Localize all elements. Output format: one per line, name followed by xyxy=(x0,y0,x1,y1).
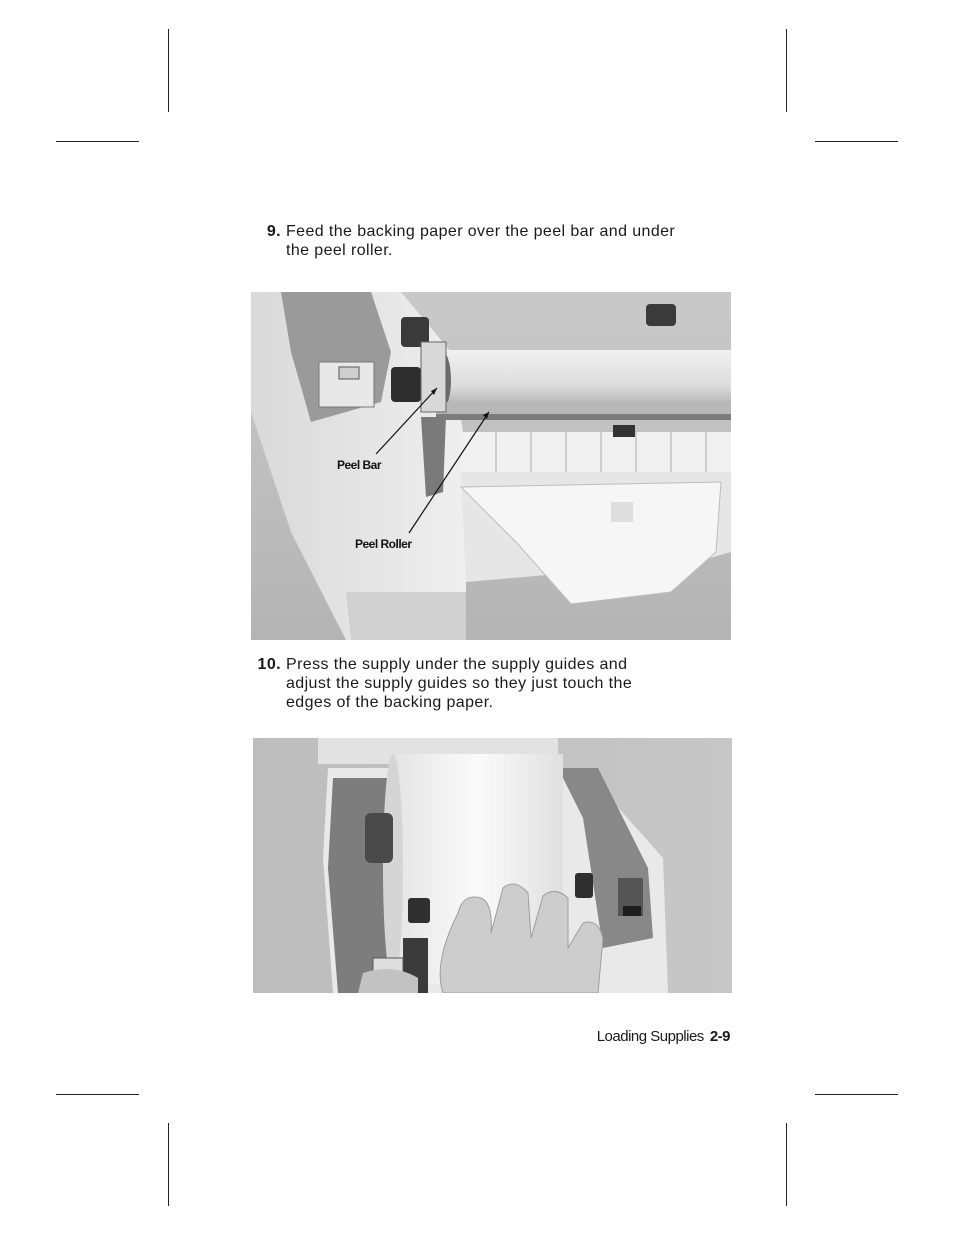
callout-peel-roller: Peel Roller xyxy=(355,537,412,551)
step-line: the peel roller. xyxy=(286,242,393,259)
crop-mark-top-left-vertical xyxy=(168,29,169,112)
step-line: Feed the backing paper over the peel bar and under xyxy=(286,223,676,240)
printer-peel-illustration xyxy=(251,292,731,640)
step-number: 10. xyxy=(257,656,281,673)
printer-supply-illustration xyxy=(253,738,732,993)
crop-mark-top-left-horizontal xyxy=(56,141,139,142)
crop-mark-bottom-left-vertical xyxy=(168,1123,169,1206)
crop-mark-top-right-vertical xyxy=(786,29,787,112)
crop-mark-bottom-right-horizontal xyxy=(815,1094,898,1095)
crop-mark-bottom-left-horizontal xyxy=(56,1094,139,1095)
step-number: 9. xyxy=(266,223,281,240)
photo-peel-bar-roller xyxy=(251,292,731,640)
callout-peel-bar: Peel Bar xyxy=(337,458,382,472)
step-instruction xyxy=(286,655,740,712)
step-instruction xyxy=(286,222,740,260)
footer-section-title: Loading Supplies xyxy=(596,1028,704,1045)
step-line: adjust the supply guides so they just touch the xyxy=(286,675,633,692)
page-footer xyxy=(560,1028,730,1045)
crop-mark-bottom-right-vertical xyxy=(786,1123,787,1206)
crop-mark-top-right-horizontal xyxy=(815,141,898,142)
step-line: edges of the backing paper. xyxy=(286,694,494,711)
step-10 xyxy=(250,655,740,712)
step-9 xyxy=(250,222,740,260)
photo-supply-guides xyxy=(253,738,732,993)
footer-page-number: 2-9 xyxy=(709,1028,730,1045)
step-line: Press the supply under the supply guides and xyxy=(286,656,628,673)
